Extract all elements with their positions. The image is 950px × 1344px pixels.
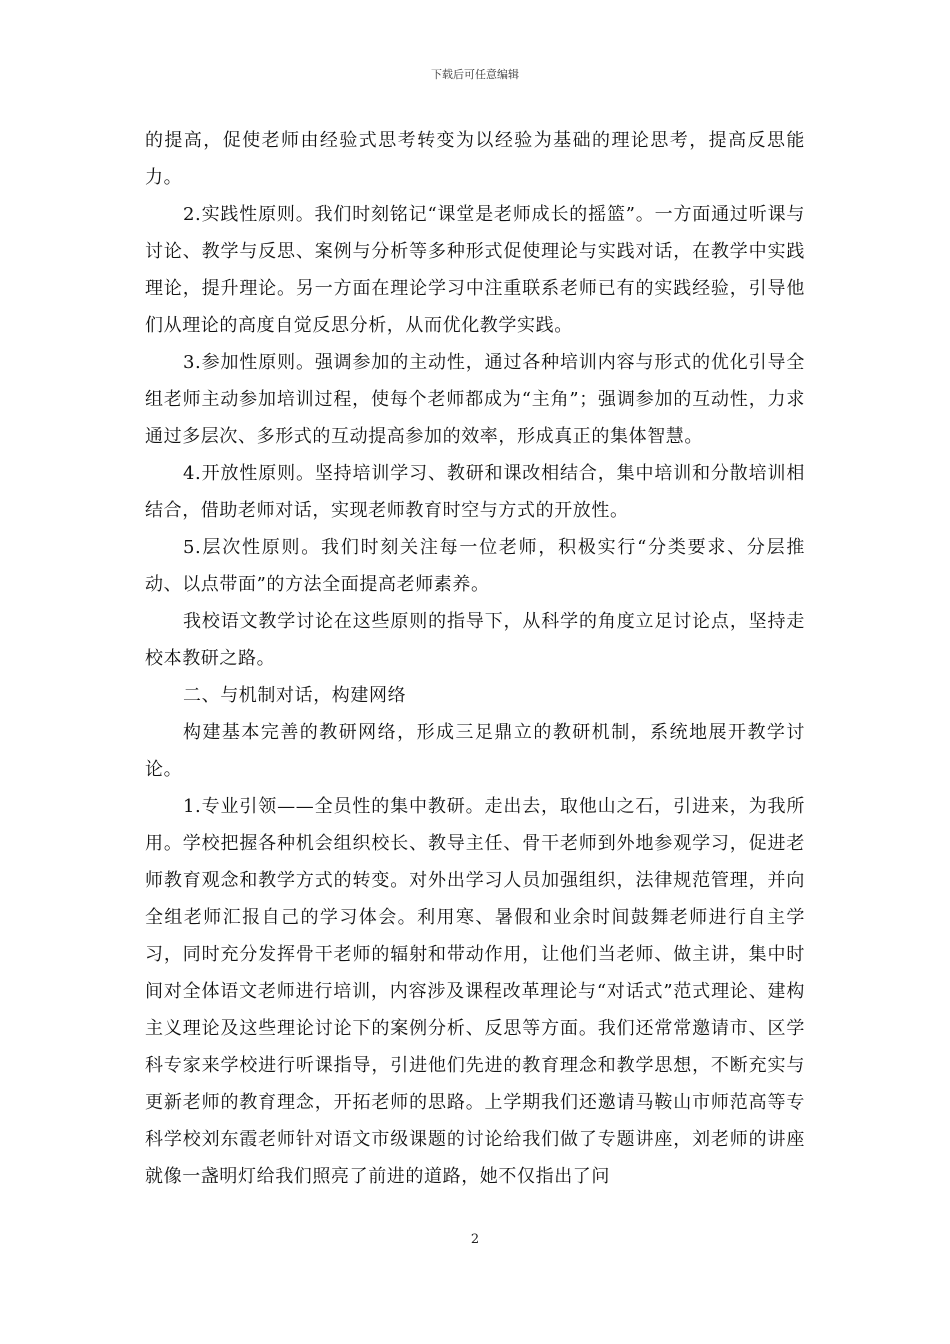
paragraph: 我校语文教学讨论在这些原则的指导下，从科学的角度立足讨论点，坚持走校本教研之路。 — [145, 611, 805, 669]
section-heading: 二、与机制对话，构建网络 — [183, 685, 407, 706]
paragraph: 5.层次性原则。我们时刻关注每一位老师，积极实行“分类要求、分层推动、以点带面”的方法全面提高老师素养。 — [145, 537, 805, 595]
page-header: 下载后可任意编辑 — [431, 68, 519, 81]
paragraph: 2.实践性原则。我们时刻铭记“课堂是老师成长的摇篮”。一方面通过听课与讨论、教学与反思、案例与分析等多种形式促使理论与实践对话，在教学中实践理论，提升理论。另一方面在理论学习中注重联系老师已有的实践经验，引导他们从理论的高度自觉反思分析，从而优化教学实践。 — [145, 204, 805, 336]
paragraph: 4.开放性原则。坚持培训学习、教研和课改相结合，集中培训和分散培训相结合，借助老师对话，实现老师教育时空与方式的开放性。 — [145, 463, 805, 521]
paragraph: 3.参加性原则。强调参加的主动性，通过各种培训内容与形式的优化引导全组老师主动参加培训过程，使每个老师都成为“主角”；强调参加的互动性，力求通过多层次、多形式的互动提高参加的效率，形成真正的集体智慧。 — [145, 352, 805, 447]
paragraph: 构建基本完善的教研网络，形成三足鼎立的教研机制，系统地展开教学讨论。 — [145, 722, 805, 780]
page-number: 2 — [470, 1232, 480, 1247]
document-body — [145, 122, 805, 1195]
paragraph: 的提高，促使老师由经验式思考转变为以经验为基础的理论思考，提高反思能力。 — [145, 130, 805, 188]
paragraph: 1.专业引领——全员性的集中教研。走出去，取他山之石，引进来，为我所用。学校把握各种机会组织校长、教导主任、骨干老师到外地参观学习，促进老师教育观念和教学方式的转变。对外出学习人员加强组织，法律规范管理，并向全组老师汇报自己的学习体会。利用寒、暑假和业余时间鼓舞老师进行自主学习，同时充分发挥骨干老师的辐射和带动作用，让他们当老师、做主讲，集中时间对全体语文老师进行培训，内容涉及课程改革理论与“对话式”范式理论、建构主义理论及这些理论讨论下的案例分析、反思等方面。我们还常常邀请市、区学科专家来学校进行听课指导，引进他们先进的教育理念和教学思想，不断充实与更新老师的教育理念，开拓老师的思路。上学期我们还邀请马鞍山市师范高等专科学校刘东霞老师针对语文市级课题的讨论给我们做了专题讲座，刘老师的讲座就像一盏明灯给我们照亮了前进的道路，她不仅指出了问 — [145, 796, 805, 1187]
